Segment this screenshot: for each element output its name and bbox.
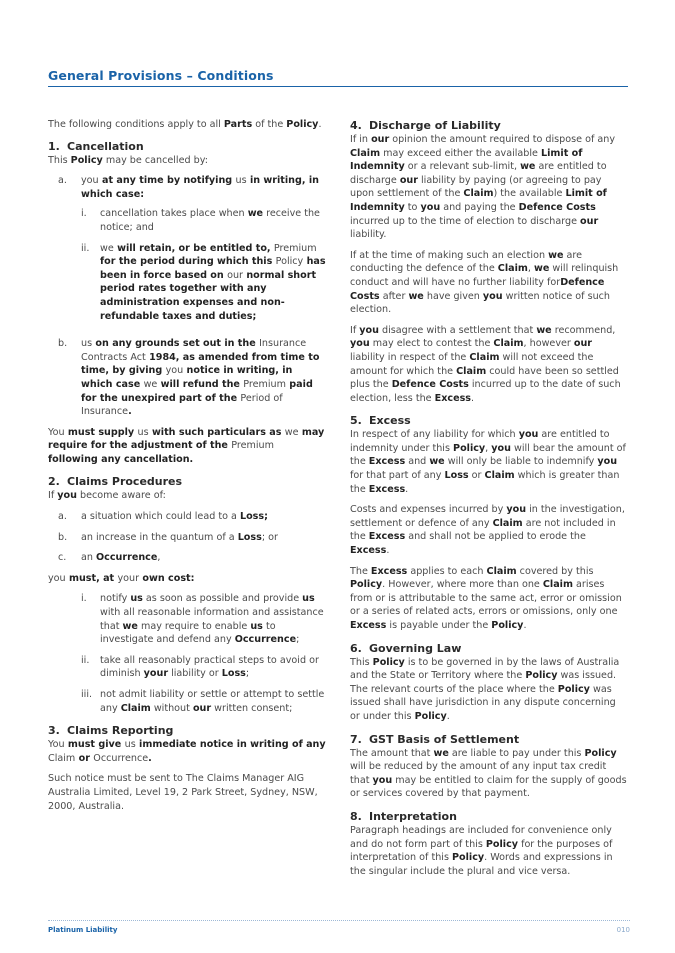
defined-term: immediate notice in writing of any [135, 739, 326, 751]
defined-term: Policy [557, 683, 590, 695]
obligations-list [48, 592, 326, 715]
defined-term: own cost: [139, 572, 195, 584]
paragraph: The Excess applies to each Claim covered by this Policy. However, where more than one Claim arises from or is attributable to the same act, error or omission or a series of related acts, errors or omissions, only one Excess is payable under the Policy. [350, 565, 622, 631]
defined-term: you [518, 429, 539, 441]
defined-term: us [250, 620, 263, 632]
defined-term: or [75, 752, 94, 764]
right-column [350, 118, 628, 886]
defined-term: Claim [486, 565, 517, 577]
section-heading: 3. Claims Reporting [48, 724, 174, 738]
defined-term: has been in force based on [100, 256, 326, 281]
intro-paragraph: The following conditions apply to all Parts of the Policy. [48, 119, 322, 130]
list-item: c. an Occurrence, [58, 552, 161, 564]
defined-term: Policy [372, 656, 405, 668]
defined-term: with such particulars as [148, 426, 285, 438]
defined-term: you [57, 490, 77, 502]
defined-term: Policy [350, 579, 383, 591]
defined-term: you [506, 504, 527, 516]
defined-term: Loss [221, 668, 246, 680]
section-interpretation [350, 809, 628, 878]
claims-list [48, 510, 326, 565]
list-item: b. an increase in the quantum of a Loss; or [58, 531, 278, 543]
defined-term: Claim [493, 338, 524, 350]
paragraph: If in our opinion the amount required to dispose of any Claim may exceed either the available Limit of Indemnity or a relevant sub-limit, we are entitled to discharge our liability by paying (or agreeing to pay upon settlement of the Claim) the available Limit of Indemnity to you and paying the Defence Costs incurred up to the time of election to discharge our liability. [350, 134, 616, 241]
defined-term: us [302, 593, 315, 605]
defined-term: Policy [452, 852, 485, 864]
defined-term: Excess [434, 392, 471, 404]
defined-term: Defence Costs [518, 201, 596, 213]
defined-term: you [359, 324, 379, 336]
section-heading: 7. GST Basis of Settlement [350, 732, 520, 746]
defined-term: we [520, 161, 536, 173]
defined-term: Excess [370, 565, 408, 577]
list-item: b. us on any grounds set out in the Insurance Contracts Act 1984, as amended from time to time, by giving you notice in writing, in which case we will refund the Premium paid for the unexpired part of the Period of Insurance. [58, 338, 320, 418]
defined-term: our [580, 215, 599, 227]
defined-term: Loss [237, 531, 262, 543]
defined-term: Claim [497, 263, 528, 275]
defined-term: we [408, 290, 424, 302]
section-claims-procedures [48, 474, 326, 715]
section-lead: This Policy may be cancelled by: [48, 154, 208, 166]
defined-term: we [548, 249, 564, 261]
defined-term: Limit of Indemnity [350, 188, 607, 213]
defined-term: we [433, 747, 449, 759]
defined-term: you [597, 456, 618, 468]
defined-term: will retain, or be entitled to, [113, 242, 274, 254]
paragraph: If at the time of making such an election we are conducting the defence of the Claim, we will relinquish conduct and will have no further liability forDefence Costs after we have given you written notice of such election. [350, 249, 619, 316]
section-tail: You must supply us with such particulars as we may require for the adjustment of the Premium following any cancellation. [48, 426, 325, 465]
defined-term: our [192, 702, 212, 714]
page-title: General Provisions – Conditions [48, 68, 274, 83]
list-item: a. you at any time by notifying us in writing, in which case: i. cancellation takes place when we receive the notice; and ii. we will retain, or be entitled to, Premium for the period during which this Policy has been in force based on our normal short period rates together with any administration expenses and non-refundable taxes and duties; [58, 175, 326, 322]
defined-term: on any grounds set out in the [92, 338, 260, 350]
defined-term: us [130, 593, 143, 605]
section-cancellation [48, 139, 326, 467]
list-item: iii. not admit liability or settle or attempt to settle any Claim without our written consent; [81, 689, 325, 714]
defined-term: Defence Costs [350, 276, 605, 302]
section-heading: 8. Interpretation [350, 809, 457, 823]
left-column [48, 118, 326, 821]
section-heading: 4. Discharge of Liability [350, 119, 501, 132]
defined-term: Claim [492, 517, 523, 529]
defined-term: . [128, 406, 132, 418]
paragraph: Costs and expenses incurred by you in the investigation, settlement or defence of any Claim are not included in the Excess and shall not be applied to erode the Excess. [350, 504, 625, 557]
defined-term: we [533, 263, 550, 275]
section-heading: 2. Claims Procedures [48, 475, 183, 489]
paragraph: If you disagree with a settlement that we recommend, you may elect to contest the Claim, however our liability in respect of the Claim will not exceed the amount for which the Claim could have been so settled plus the Defence Costs incurred up to the date of such election, less the Excess. [350, 324, 621, 404]
defined-term: Policy [485, 838, 519, 850]
section-heading: 6. Governing Law [350, 641, 462, 655]
sub-list [81, 207, 326, 323]
footer-brand: Platinum Liability [48, 926, 118, 934]
defined-term: Policy [453, 442, 486, 454]
defined-term: our [371, 134, 390, 145]
defined-term: must give [64, 739, 125, 751]
defined-term: must supply [64, 426, 138, 438]
list-item: i. notify us as soon as possible and provide us with all reasonable information and assistance that we may require to enable us to investigate and defend any Occurrence; [81, 593, 324, 646]
page-header [48, 68, 628, 87]
defined-term: will refund the [157, 378, 244, 390]
defined-term: Parts [223, 119, 253, 130]
defined-term: Loss; [239, 511, 268, 523]
defined-term: you [350, 338, 370, 350]
defined-term: Policy [491, 620, 524, 631]
defined-term: Excess [368, 483, 406, 495]
defined-term: Excess [350, 545, 387, 557]
defined-term: you [491, 442, 511, 454]
defined-term: . [148, 752, 152, 764]
defined-term: at any time by notifying [98, 175, 236, 187]
defined-term: you [372, 774, 393, 786]
list-item-text: you at any time by notifying us in writing, in which case: [81, 175, 319, 200]
defined-term: we [536, 324, 552, 336]
defined-term: normal short period rates together with any administration expenses and non-refundable taxes and duties; [100, 269, 317, 322]
page-footer [48, 920, 630, 934]
section-excess [350, 413, 628, 632]
defined-term: must, at [65, 572, 118, 584]
defined-term: Excess [368, 456, 406, 468]
paragraph: Such notice must be sent to The Claims Manager AIG Australia Limited, Level 19, 2 Park Street, Sydney, NSW, 2000, Australia. [48, 773, 318, 812]
section-governing-law [350, 641, 628, 724]
section-lead: If you become aware of: [48, 490, 166, 502]
cancellation-list [48, 174, 326, 419]
defined-term: Claim [463, 188, 494, 200]
list-item: a. a situation which could lead to a Loss; [58, 511, 268, 523]
defined-term: 1984, as amended from time to time, by giving [81, 351, 320, 377]
defined-term: Occurrence [96, 552, 158, 564]
section-heading: 1. Cancellation [48, 139, 144, 153]
defined-term: Claim [350, 147, 381, 159]
defined-term: Excess [368, 531, 406, 543]
paragraph: Paragraph headings are included for convenience only and do not form part of this Policy for the purposes of interpretation of this Policy. Words and expressions in the singular include the plural and vice versa. [350, 824, 613, 877]
defined-term: may require for the adjustment of the [48, 426, 325, 452]
defined-term: you [482, 290, 503, 302]
paragraph: In respect of any liability for which you are entitled to indemnity under this Policy, you will bear the amount of the Excess and we will only be liable to indemnify you for that part of any Loss or Claim which is greater than the Excess. [350, 429, 626, 495]
defined-term: Policy [70, 154, 103, 166]
section-claims-reporting [48, 723, 326, 813]
defined-term: Claim [542, 579, 573, 591]
defined-term: Claim [484, 470, 515, 482]
list-item: ii. take all reasonably practical steps to avoid or diminish your liability or Loss; [81, 654, 319, 680]
defined-term: Occurrence [234, 634, 297, 646]
section-gst-basis [350, 732, 628, 801]
defined-term: Excess [350, 620, 387, 631]
defined-term: paid for the unexpired part of the [81, 378, 313, 404]
list-item: ii. we will retain, or be entitled to, Premium for the period during which this Policy has been in force based on our normal short period rates together with any administration expenses and non-refundable taxes and duties; [81, 242, 326, 322]
defined-term: Policy [584, 747, 617, 759]
page-number: 010 [616, 926, 630, 934]
defined-term: Limit of Indemnity [350, 147, 583, 173]
defined-term: Policy [414, 710, 447, 722]
defined-term: notice in writing, in which case [81, 365, 293, 390]
defined-term: Claim [469, 351, 500, 363]
defined-term: our [399, 174, 418, 186]
defined-term: Loss [444, 470, 469, 482]
defined-term: we [429, 456, 445, 468]
list-item: i. cancellation takes place when we receive the notice; and [81, 208, 320, 233]
defined-term: in writing, in which case: [81, 175, 319, 200]
section-discharge-of-liability [350, 118, 628, 405]
defined-term: for the period during which this [100, 256, 276, 268]
paragraph: You must give us immediate notice in writing of any Claim or Occurrence. [48, 739, 326, 764]
defined-term: Policy [286, 119, 319, 130]
defined-term: you [420, 201, 441, 213]
paragraph: The amount that we are liable to pay under this Policy will be reduced by the amount of any input tax credit that you may be entitled to claim for the supply of goods or services covered by that payment. [350, 747, 627, 800]
section-mid: you must, at your own cost: [48, 572, 195, 584]
defined-term: our [573, 338, 593, 350]
defined-term: we [122, 620, 138, 632]
defined-term: Claim [456, 365, 487, 377]
defined-term: your [143, 668, 169, 680]
defined-term: Defence Costs [391, 379, 469, 391]
defined-term: following any cancellation. [48, 453, 194, 465]
defined-term: Policy [525, 670, 558, 682]
defined-term: we [247, 208, 264, 220]
paragraph: This Policy is to be governed in by the laws of Australia and the State or Territory where the Policy was issued. The relevant courts of the place where the Policy was issued shall have jurisdiction in any dispute concerning or under this Policy. [350, 656, 620, 722]
defined-term: Claim [120, 702, 151, 714]
section-heading: 5. Excess [350, 414, 411, 428]
